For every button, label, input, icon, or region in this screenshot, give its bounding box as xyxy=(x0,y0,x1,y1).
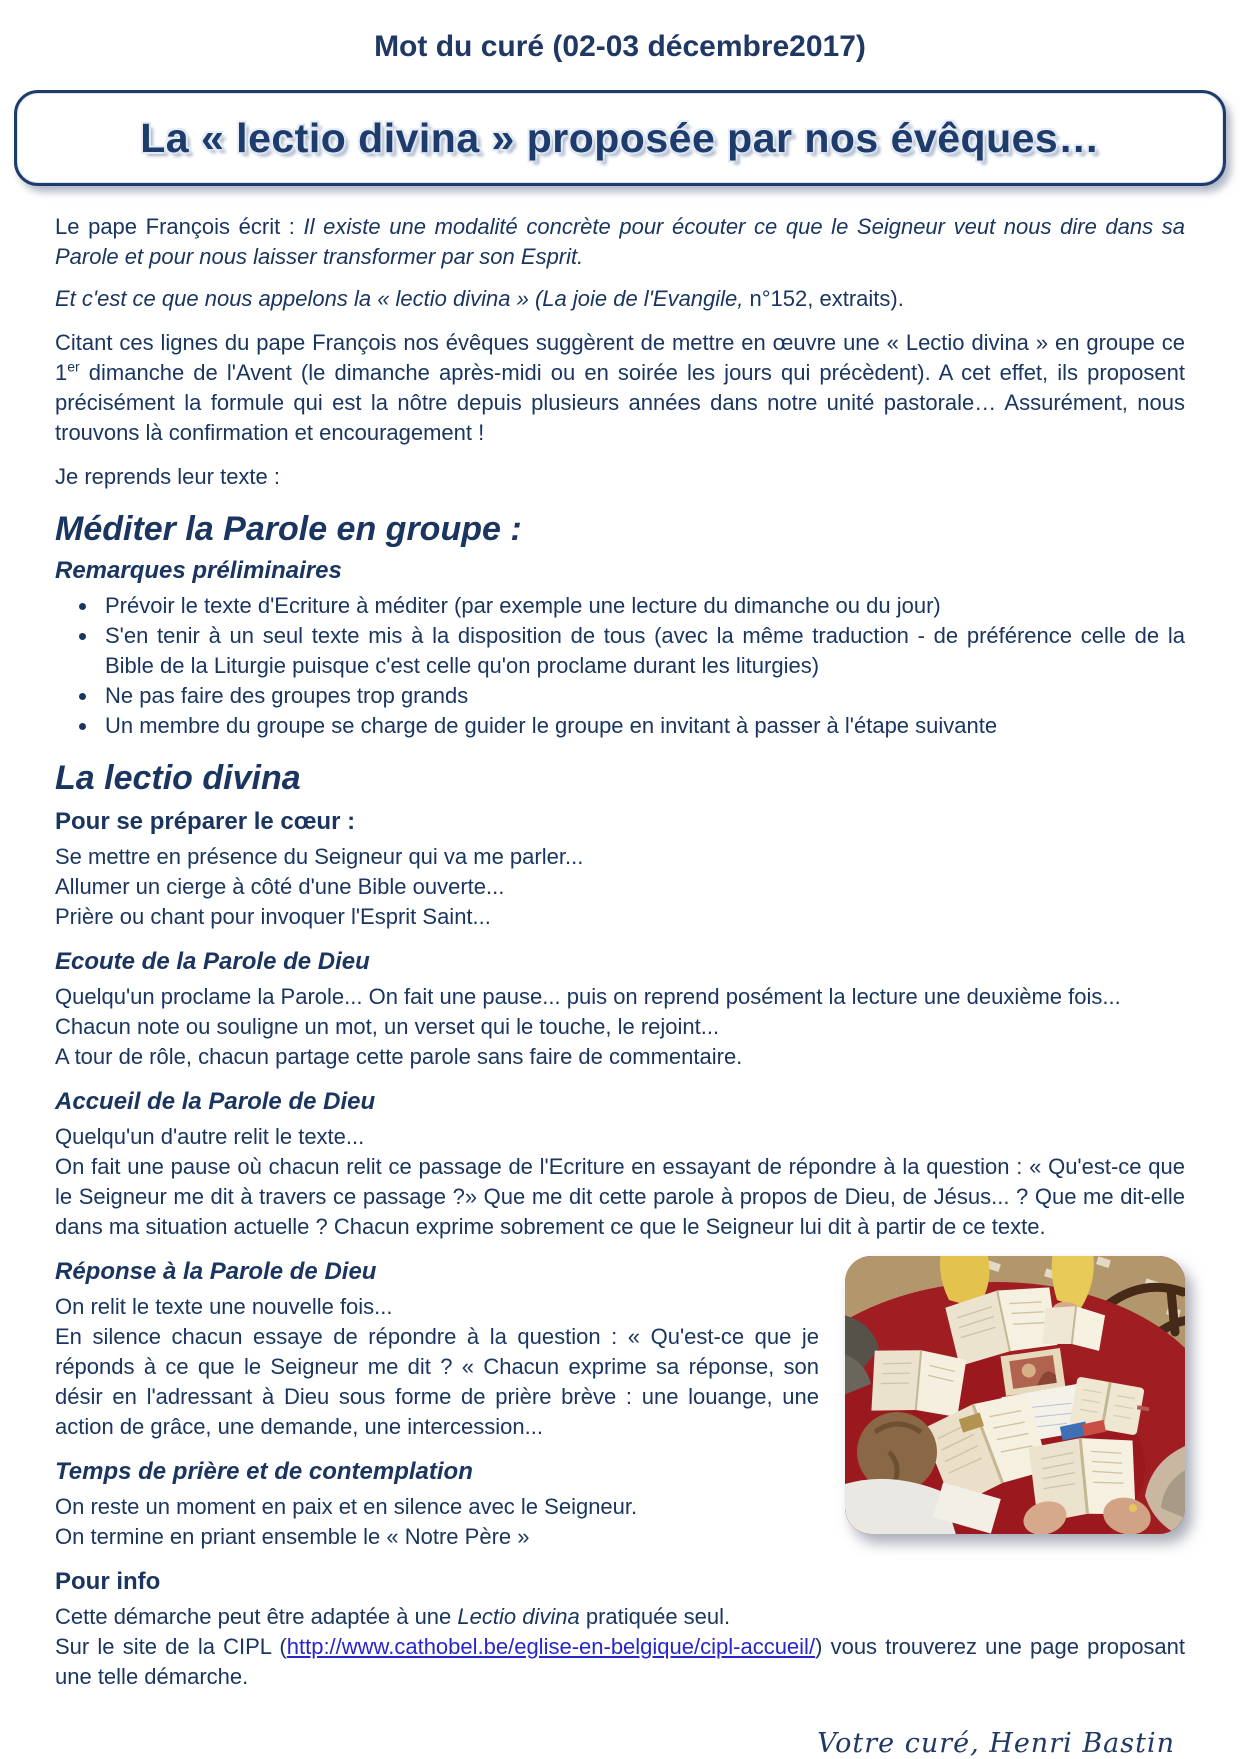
p3-text-after: dimanche de l'Avent (le dimanche après-midi ou en soirée les jours qui précèdent). A cet effet, ils proposent précisément la formule qui est la nôtre depuis plusieurs années dans notre unité pastorale… Assurément, nous trouvons là confirmation et encouragement ! xyxy=(55,360,1185,445)
heading-ecoute: Ecoute de la Parole de Dieu xyxy=(55,948,370,975)
heading-remarques: Remarques préliminaires xyxy=(55,557,342,584)
ecoute-line: A tour de rôle, chacun partage cette parole sans faire de commentaire. xyxy=(55,1044,743,1069)
temps-line: On termine en priant ensemble le « Notre Père » xyxy=(55,1524,530,1549)
ecoute-line: Chacun note ou souligne un mot, un verset qui le touche, le rejoint... xyxy=(55,1014,720,1039)
accueil-paragraph: On fait une pause où chacun relit ce passage de l'Ecriture en essayant de répondre à la question : « Qu'est-ce que le Seigneur me dit à travers ce passage ?» Que me dit cette parole à propos de Dieu, de Jésus... ? Que me dit-elle dans ma situation actuelle ? Chacun exprime sobrement ce que le Seigneur lui dit à partir de ce texte. xyxy=(55,1154,1185,1239)
p1-pope-quote: Il existe une modalité concrète pour écouter ce que le Seigneur veut nous dire dans sa Parole et pour nous laisser transformer par son Esprit. xyxy=(55,214,1185,269)
list-item: • S'en tenir à un seul texte mis à la disposition de tous (avec la même traduction - de préférence celle de la Bible de la Liturgie puisque c'est celle qu'on proclame durant les liturgies) xyxy=(99,621,1185,681)
document-body xyxy=(0,212,1240,1759)
intro-paragraph-1 xyxy=(55,212,1185,272)
preparer-line: Prière ou chant pour invoquer l'Esprit Saint... xyxy=(55,904,491,929)
banner-box xyxy=(14,90,1226,186)
reponse-paragraph: En silence chacun essaye de répondre à la question : « Qu'est-ce que je réponds à ce que le Seigneur me dit ? « Chacun exprime sa réponse, son désir en l'adressant à Dieu sous forme de prière brève : une louange, une action de grâce, une demande, une intercession... xyxy=(55,1324,819,1439)
p3-text-before: Citant ces lignes du pape François nos évêques suggèrent de mettre en œuvre une « Lectio divina » en groupe ce 1 xyxy=(55,330,1185,385)
ordinal-superscript: er xyxy=(67,358,80,375)
signature: Votre curé, Henri Bastin xyxy=(817,1728,1175,1759)
heading-accueil: Accueil de la Parole de Dieu xyxy=(55,1088,376,1115)
heading-preparer: Pour se préparer le cœur : xyxy=(55,808,356,835)
pour-info-line1-italic: Lectio divina xyxy=(457,1604,580,1629)
group-reading-photo xyxy=(845,1256,1185,1534)
heading-temps: Temps de prière et de contemplation xyxy=(55,1458,473,1485)
intro-paragraph-4: Je reprends leur texte : xyxy=(55,464,281,489)
list-item: • Prévoir le texte d'Ecriture à méditer (par exemple une lecture du dimanche ou du jour) xyxy=(99,591,1185,621)
remarques-bullet-list xyxy=(55,591,1185,741)
pour-info-line1-after: pratiquée seul. xyxy=(579,1604,731,1629)
temps-line: On reste un moment en paix et en silence avec le Seigneur. xyxy=(55,1494,638,1519)
heading-lectio-divina: La lectio divina xyxy=(55,759,301,797)
pour-info-line2 xyxy=(55,1632,1185,1692)
list-item: • Ne pas faire des groupes trop grands xyxy=(99,681,1185,711)
ecoute-line: Quelqu'un proclame la Parole... On fait une pause... puis on reprend posément la lecture une deuxième fois... xyxy=(55,984,1121,1009)
list-item: • Un membre du groupe se charge de guider le groupe en invitant à passer à l'étape suivante xyxy=(99,711,1185,741)
heading-pour-info: Pour info xyxy=(55,1568,161,1595)
preparer-line: Allumer un cierge à côté d'une Bible ouverte... xyxy=(55,874,505,899)
p1-lead-text: Le pape François écrit : xyxy=(55,214,304,239)
p2-reference-text: n°152, extraits). xyxy=(743,286,904,311)
accueil-line1: Quelqu'un d'autre relit le texte... xyxy=(55,1124,365,1149)
reponse-line1: On relit le texte une nouvelle fois... xyxy=(55,1294,393,1319)
heading-reponse: Réponse à la Parole de Dieu xyxy=(55,1258,377,1285)
group-reading-photo-art xyxy=(845,1256,1185,1534)
heading-mediter: Méditer la Parole en groupe : xyxy=(55,510,522,548)
pour-info-line1-before: Cette démarche peut être adaptée à une xyxy=(55,1604,458,1629)
intro-paragraph-3 xyxy=(55,328,1185,448)
preparer-line: Se mettre en présence du Seigneur qui va me parler... xyxy=(55,844,584,869)
p2-italic-text: Et c'est ce que nous appelons la « lectio divina » (La joie de l'Evangile, xyxy=(55,286,744,311)
banner-title: La « lectio divina » proposée par nos évêques… xyxy=(140,114,1100,161)
pour-info-line2-before: Sur le site de la CIPL ( xyxy=(55,1634,287,1659)
page-title: Mot du curé (02-03 décembre2017) xyxy=(374,30,866,63)
pour-info-line2-after: ) vous trouverez une page proposant une telle démarche. xyxy=(55,1634,1186,1689)
pour-info-line1 xyxy=(55,1602,1185,1632)
intro-paragraph-2 xyxy=(55,284,1185,314)
cipl-link[interactable]: http://www.cathobel.be/eglise-en-belgique/cipl-accueil/ xyxy=(286,1634,816,1659)
